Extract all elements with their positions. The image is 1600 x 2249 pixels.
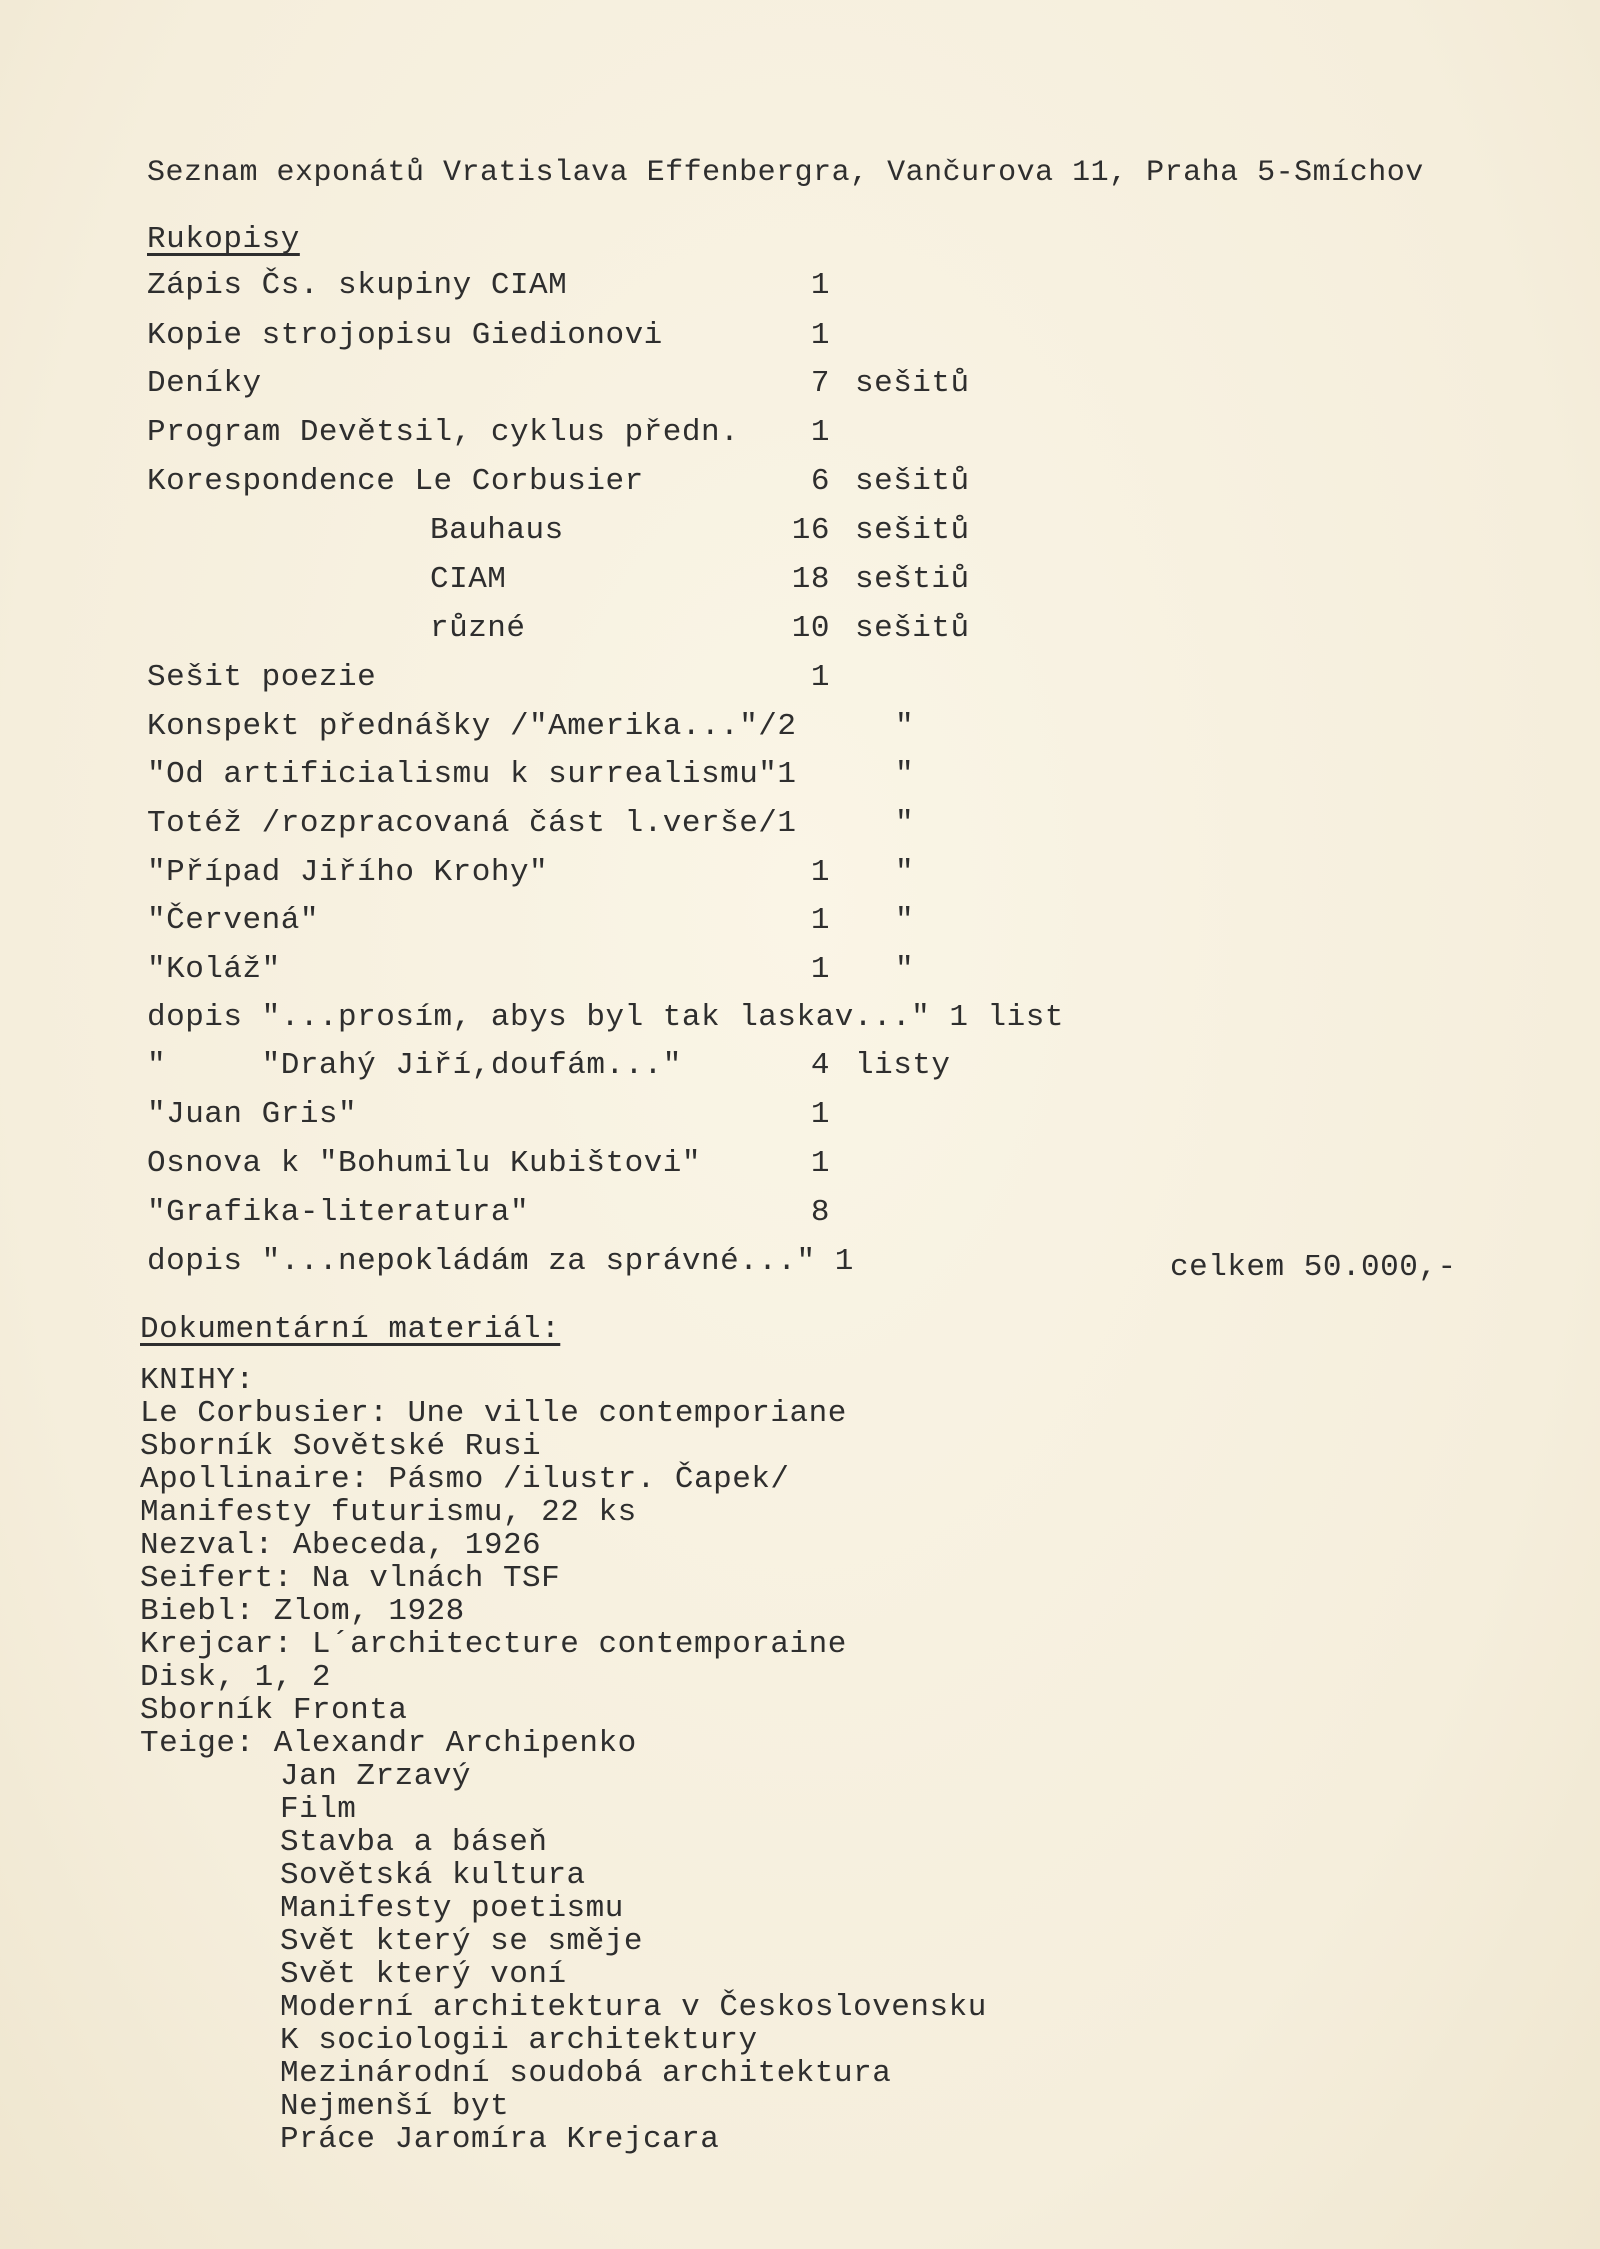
book-item: Le Corbusier: Une ville contemporiane	[140, 1396, 847, 1431]
manuscript-item: "Od artificialismu k surrealismu"1	[147, 757, 797, 792]
book-item: Sborník Sovětské Rusi	[140, 1429, 542, 1464]
manuscript-count: 1	[810, 318, 830, 353]
book-item: Apollinaire: Pásmo /ilustr. Čapek/	[140, 1462, 790, 1497]
manuscript-unit: sešitů	[855, 464, 970, 499]
book-item: Nezval: Abeceda, 1926	[140, 1528, 542, 1563]
manuscript-count: 8	[810, 1195, 830, 1230]
manuscript-count: 1	[810, 903, 830, 938]
manuscript-unit: listy	[855, 1048, 951, 1083]
manuscript-count: 6	[810, 464, 830, 499]
manuscript-count: 1	[810, 1097, 830, 1132]
teige-work-item: Svět který se směje	[280, 1924, 643, 1959]
manuscript-item: Korespondence Le Corbusier	[147, 464, 644, 499]
manuscript-item: různé	[430, 611, 526, 646]
manuscript-count: 1	[810, 952, 830, 987]
teige-work-item: Mezinárodní soudobá architektura	[280, 2056, 892, 2091]
manuscript-item: Program Devětsil, cyklus předn.	[147, 415, 740, 450]
manuscript-unit: seštiů	[855, 562, 970, 597]
manuscript-item: Bauhaus	[430, 513, 564, 548]
manuscript-item: Zápis Čs. skupiny CIAM	[147, 268, 568, 303]
manuscript-item: "Červená"	[147, 903, 319, 938]
teige-work-item: Sovětská kultura	[280, 1858, 586, 1893]
book-item: Teige: Alexandr Archipenko	[140, 1726, 637, 1761]
manuscript-count: 18	[791, 562, 830, 597]
manuscript-item: "Grafika-literatura"	[147, 1195, 530, 1230]
teige-work-item: Moderní architektura v Československu	[280, 1990, 987, 2025]
book-item: Sborník Fronta	[140, 1693, 408, 1728]
teige-work-item: Film	[280, 1792, 357, 1827]
manuscript-item: dopis "...prosím, abys byl tak laskav..." 1 list	[147, 1000, 1064, 1035]
manuscript-unit: "	[895, 952, 915, 987]
teige-work-item: Svět který voní	[280, 1957, 567, 1992]
teige-work-item: K sociologii architektury	[280, 2023, 758, 2058]
manuscript-item: Totéž /rozpracovaná část l.verše/1	[147, 806, 797, 841]
manuscript-count: 1	[810, 855, 830, 890]
teige-work-item: Práce Jaromíra Krejcara	[280, 2122, 720, 2157]
manuscript-item: Deníky	[147, 366, 262, 401]
document-title: Seznam exponátů Vratislava Effenbergra, Vančurova 11, Praha 5-Smíchov	[147, 156, 1424, 190]
book-item: Manifesty futurismu, 22 ks	[140, 1495, 637, 1530]
manuscript-count: 1	[810, 415, 830, 450]
manuscript-count: 4	[810, 1048, 830, 1083]
manuscript-unit: sešitů	[855, 366, 970, 401]
manuscript-item: "Koláž"	[147, 952, 281, 987]
teige-work-item: Stavba a báseň	[280, 1825, 548, 1860]
book-item: Seifert: Na vlnách TSF	[140, 1561, 561, 1596]
section-heading-documentary: Dokumentární materiál:	[140, 1312, 561, 1347]
manuscript-unit: sešitů	[855, 513, 970, 548]
section-heading-manuscripts: Rukopisy	[147, 222, 300, 257]
manuscript-item: Sešit poezie	[147, 660, 377, 695]
manuscript-unit: "	[895, 806, 915, 841]
teige-work-item: Nejmenší byt	[280, 2089, 510, 2124]
manuscript-count: 1	[810, 660, 830, 695]
manuscript-unit: "	[895, 757, 915, 792]
teige-work-item: Manifesty poetismu	[280, 1891, 624, 1926]
manuscript-item: dopis "...nepokládám za správné..." 1	[147, 1244, 854, 1279]
manuscript-item: "Juan Gris"	[147, 1097, 358, 1132]
manuscript-item: Konspekt přednášky /"Amerika..."/2	[147, 709, 797, 744]
manuscript-unit: "	[895, 855, 915, 890]
manuscript-item: CIAM	[430, 562, 507, 597]
manuscript-count: 7	[810, 366, 830, 401]
manuscript-count: 1	[810, 268, 830, 303]
teige-work-item: Jan Zrzavý	[280, 1759, 472, 1794]
manuscript-count: 1	[810, 1146, 830, 1181]
book-item: Biebl: Zlom, 1928	[140, 1594, 465, 1629]
total-amount: celkem 50.000,-	[1170, 1250, 1457, 1285]
manuscript-item: " "Drahý Jiří,doufám..."	[147, 1048, 682, 1083]
manuscript-count: 10	[791, 611, 830, 646]
manuscript-unit: sešitů	[855, 611, 970, 646]
manuscript-unit: "	[895, 709, 915, 744]
manuscript-item: "Případ Jiřího Krohy"	[147, 855, 549, 890]
books-label: KNIHY:	[140, 1363, 255, 1398]
book-item: Krejcar: L´architecture contemporaine	[140, 1627, 847, 1662]
manuscript-unit: "	[895, 903, 915, 938]
manuscript-item: Osnova k "Bohumilu Kubištovi"	[147, 1146, 701, 1181]
book-item: Disk, 1, 2	[140, 1660, 332, 1695]
manuscript-item: Kopie strojopisu Giedionovi	[147, 318, 663, 353]
manuscript-count: 16	[791, 513, 830, 548]
